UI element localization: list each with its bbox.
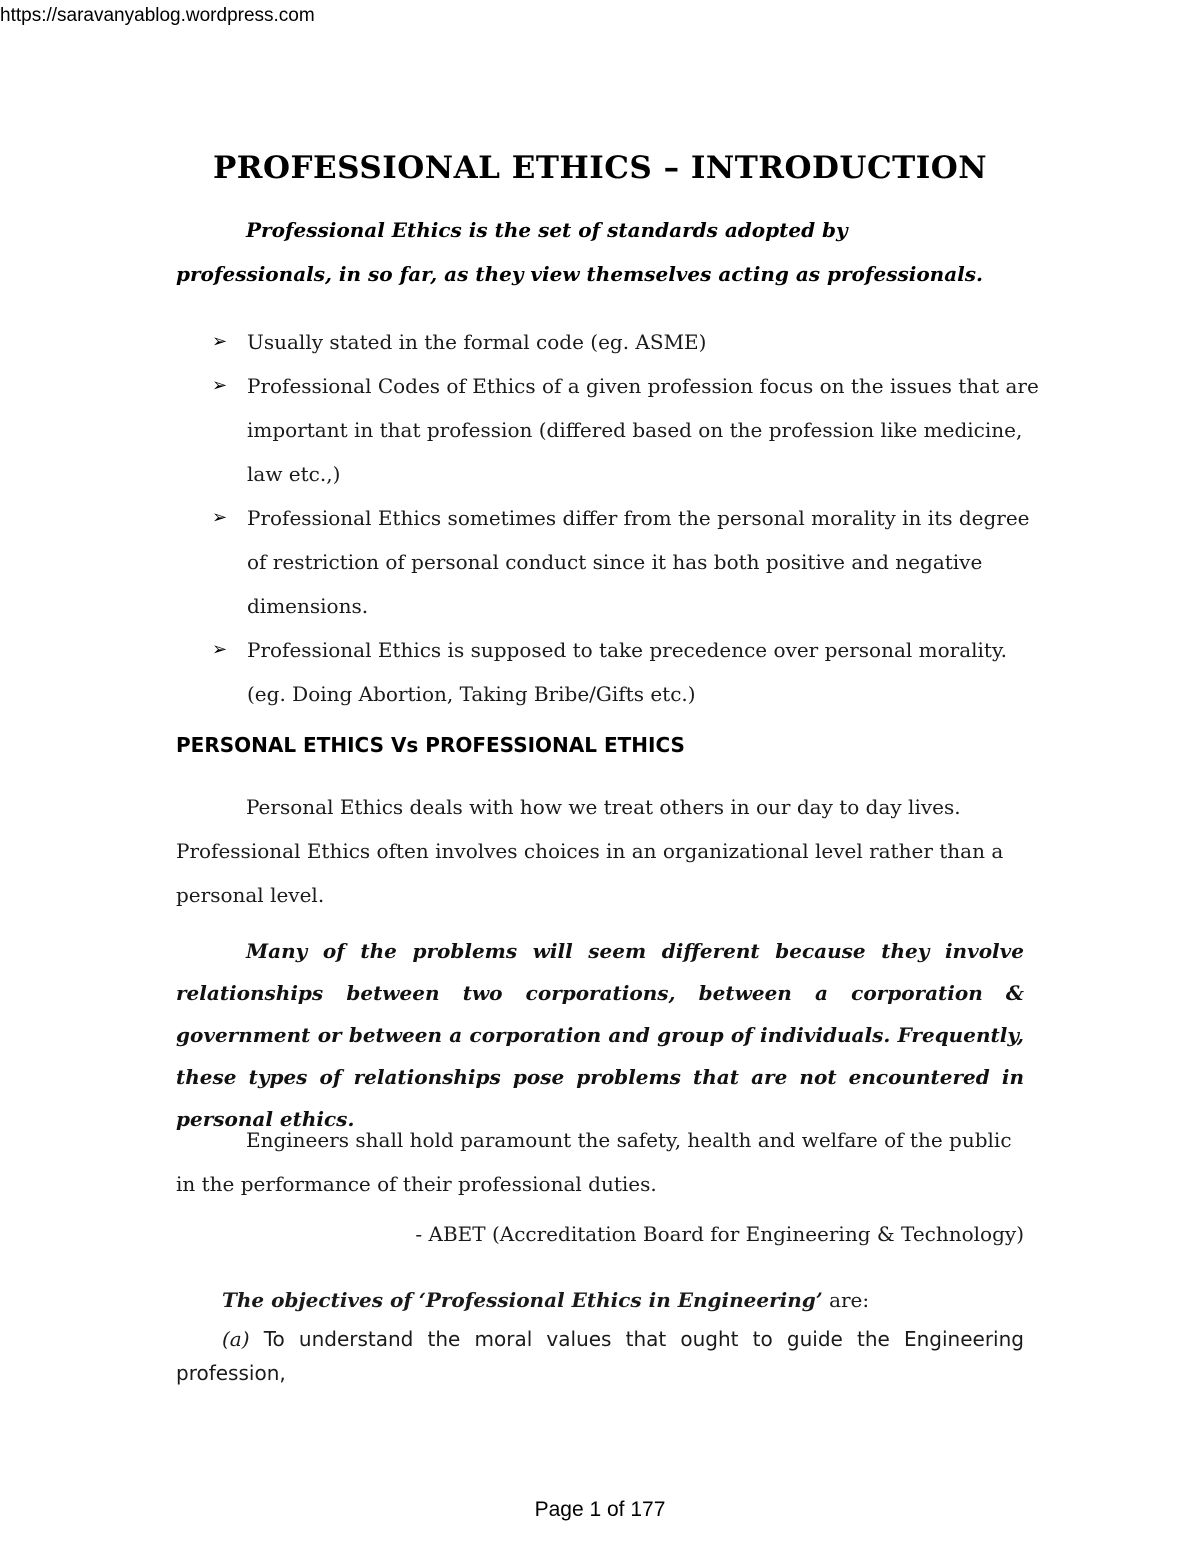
personal-ethics-paragraph: Personal Ethics deals with how we treat others in our day to day lives. Professional Ethics often involves choices in an organizational level rather than a personal level. (176, 795, 1004, 907)
objectives-tail: are: (822, 1288, 870, 1312)
arrow-bullet-icon: ➢ (212, 507, 228, 528)
bullet-text: Professional Ethics is supposed to take precedence over personal morality. (eg. Doing Abortion, Taking Bribe/Gifts etc.) (247, 638, 1007, 706)
arrow-bullet-icon: ➢ (212, 331, 228, 352)
objective-item (176, 1322, 1024, 1390)
bullet-text: Professional Codes of Ethics of a given profession focus on the issues that are important in that profession (differed based on the profession like medicine, law etc.,) (247, 374, 1039, 486)
objective-text: To understand the moral values that ought to guide the Engineering profession, (176, 1327, 1024, 1385)
engineers-paragraph: Engineers shall hold paramount the safety, health and welfare of the public in the performance of their professional duties. (176, 1128, 1012, 1196)
objectives-lead: The objectives of ‘Professional Ethics in Engineering’ (222, 1288, 823, 1312)
objectives-intro (222, 1288, 869, 1312)
arrow-bullet-icon: ➢ (212, 639, 228, 660)
bullet-text: Professional Ethics sometimes differ from the personal morality in its degree of restriction of personal conduct since it has both positive and negative dimensions. (247, 506, 1030, 618)
arrow-bullet-icon: ➢ (212, 375, 228, 396)
page-title: PROFESSIONAL ETHICS – INTRODUCTION (212, 150, 988, 186)
definition-line-1: Professional Ethics is the set of standards adopted by (246, 218, 848, 242)
objective-label: (a) (222, 1327, 250, 1351)
section-heading: PERSONAL ETHICS Vs PROFESSIONAL ETHICS (176, 733, 685, 757)
page-number: Page 1 of 177 (534, 1498, 666, 1521)
bullet-item (212, 496, 1042, 628)
bullet-item (212, 320, 1042, 364)
bullet-text: Usually stated in the formal code (eg. ASME) (247, 330, 707, 354)
bullet-item (212, 364, 1042, 496)
attribution: - ABET (Accreditation Board for Engineering & Technology) (415, 1222, 1024, 1246)
bullet-item (212, 628, 1042, 716)
emphasis-paragraph: Many of the problems will seem different because they involve relationships between two corporations, between a corporation & government or between a corporation and group of individuals. Frequently, these types of relationships pose problems that are not encountered in personal ethics. (176, 939, 1024, 1131)
source-url: https://saravanyablog.wordpress.com (0, 5, 315, 26)
bullet-list (212, 320, 1042, 716)
definition-line-2: professionals, in so far, as they view themselves acting as professionals. (176, 262, 983, 286)
